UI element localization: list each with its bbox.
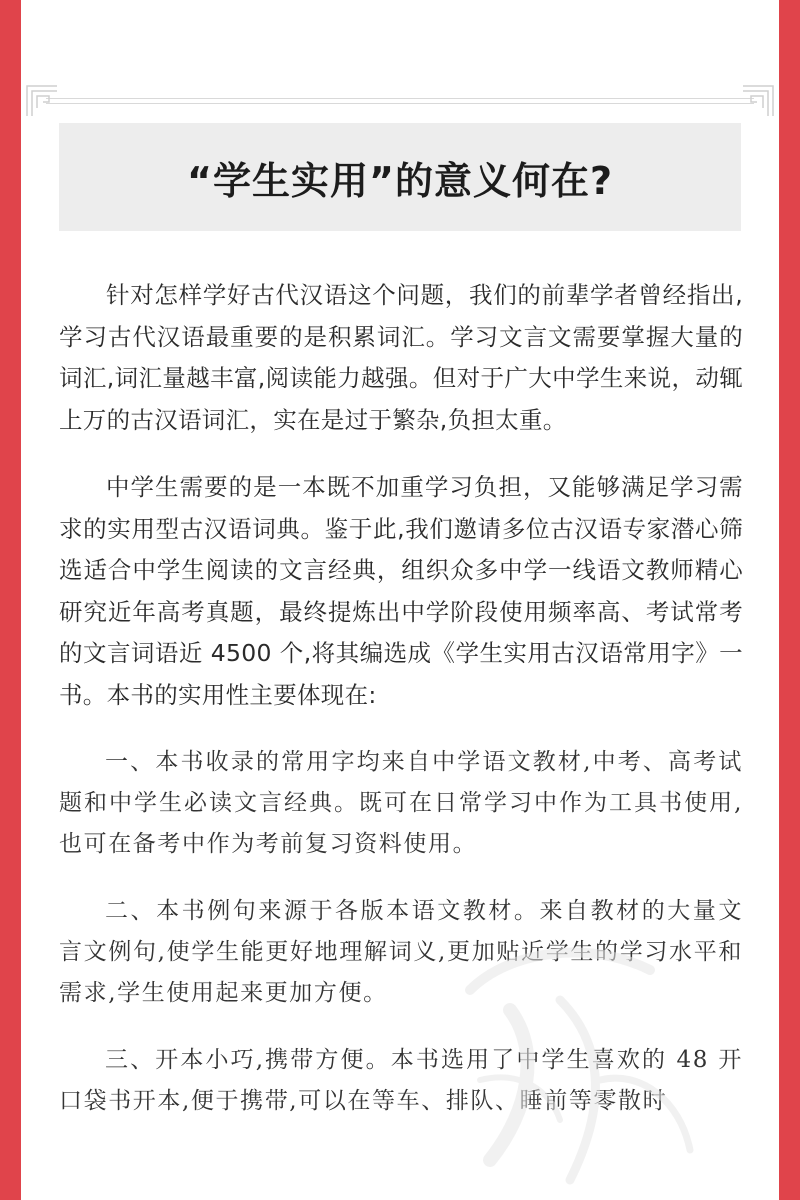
title-banner: [59, 123, 741, 231]
paragraph: 三、开本小巧,携带方便。本书选用了中学生喜欢的 48 开口袋书开本,便于携带,可以在等车、排队、睡前等零散时: [59, 1047, 743, 1114]
paragraph: 针对怎样学好古代汉语这个问题，我们的前辈学者曾经指出,学习古代汉语最重要的是积累词汇。学习文言文需要掌握大量的词汇,词汇量越丰富,阅读能力越强。但对于广大中学生来说，动辄上万的古汉语词汇，实在是过于繁杂,负担太重。: [59, 281, 743, 434]
fret-corner-icon: [25, 84, 59, 118]
page-title: “学生实用”的意义何在?: [187, 158, 613, 203]
ink-brush-watermark-icon: [450, 930, 710, 1200]
left-red-border: [0, 0, 21, 1200]
frame-top-line-inner: [46, 103, 754, 104]
paragraph: 一、本书收录的常用字均来自中学语文教材,中考、高考试题和中学生必读文言经典。既可在日常学习中作为工具书使用,也可在备考中作为考前复习资料使用。: [59, 749, 743, 857]
frame-top-line: [46, 98, 754, 99]
paragraph: 中学生需要的是一本既不加重学习负担，又能够满足学习需求的实用型古汉语词典。鉴于此,我们邀请多位古汉语专家潜心筛选适合中学生阅读的文言经典，组织众多中学一线语文教师精心研究近年高考真题，最终提炼出中学阶段使用频率高、考试常考的文言词语近 4500 个,将其编选成《学生实用古汉语常用字》一书。本书的实用性主要体现在:: [59, 473, 743, 709]
fret-corner-icon: [741, 84, 775, 118]
paragraph: 二、本书例句来源于各版本语文教材。来自教材的大量文言文例句,使学生能更好地理解词义,更加贴近学生的学习水平和需求,学生使用起来更加方便。: [59, 898, 743, 1006]
right-red-border: [779, 0, 800, 1200]
